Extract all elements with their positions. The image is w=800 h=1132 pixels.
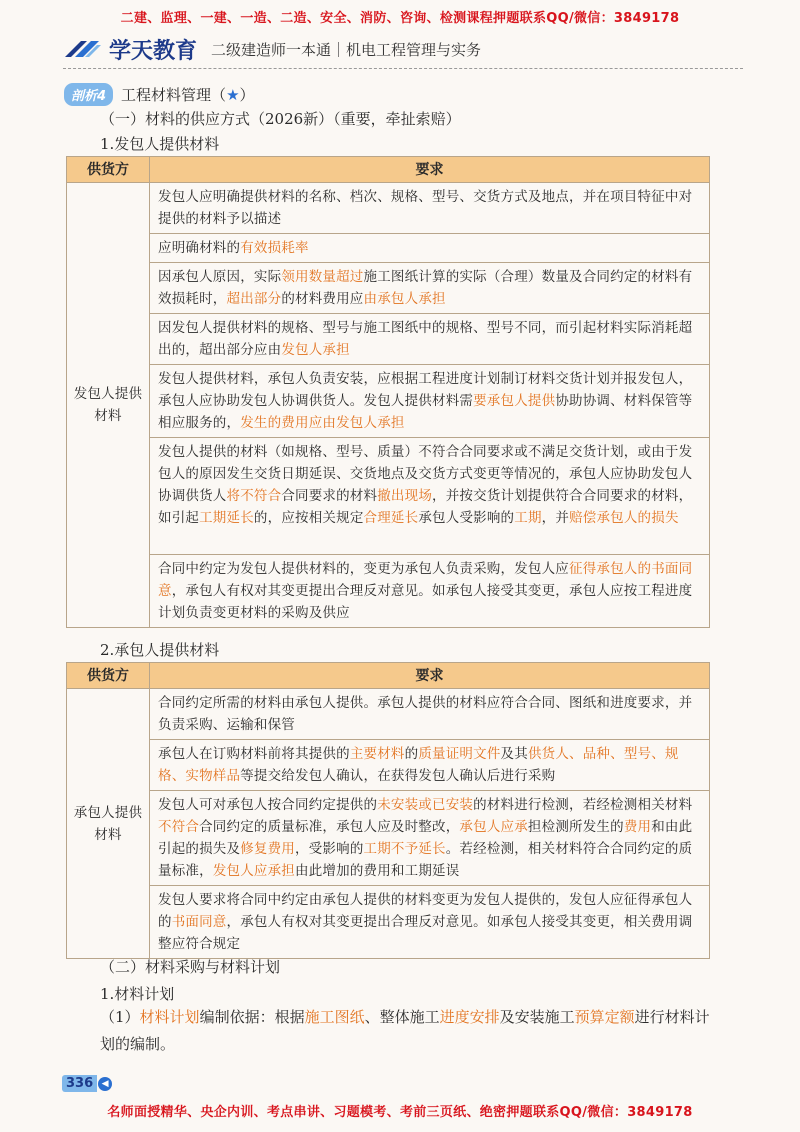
highlight: 有效损耗率 — [240, 240, 309, 256]
highlight: 工期延长 — [199, 510, 254, 526]
highlight: 领用数量超过 — [281, 269, 364, 285]
requirement-cell — [150, 740, 710, 791]
table-owner-supplied — [66, 156, 710, 628]
highlight: 修复费用 — [240, 841, 296, 857]
subsection-title-2: （二）材料采购与材料计划 — [100, 958, 281, 976]
text: 等提交给发包人确认，在获得发包人确认后进行采购 — [240, 768, 556, 784]
requirement-cell — [150, 263, 710, 314]
text: 协助协调、材料保管等相应服务的， — [158, 393, 693, 431]
table-contractor-supplied — [66, 662, 710, 959]
text: 承包人在订购材料前将其提供的 — [158, 746, 350, 762]
requirement-cell — [150, 438, 710, 555]
col-header-supplier: 供货方 — [67, 157, 150, 183]
text: 合同约定的质量标准，承包人应及时整改， — [199, 819, 460, 835]
section-title: 工程材料管理（ — [121, 86, 227, 104]
text: （1） — [100, 1008, 140, 1026]
text: 及安装施工 — [499, 1008, 575, 1026]
highlight: 供货人、品种、型号、规格、实物样品 — [158, 746, 679, 784]
body-paragraph — [100, 1004, 720, 1058]
table-row — [67, 791, 710, 886]
table-row — [67, 886, 710, 959]
highlight: 书面同意 — [171, 914, 227, 930]
highlight: 预算定额 — [574, 1008, 635, 1026]
text: 合同要求的材料 — [281, 488, 378, 504]
table-row — [67, 689, 710, 740]
highlight: 将不符合 — [226, 488, 282, 504]
requirement-cell — [150, 183, 710, 234]
logo-text: 学天教育 — [109, 38, 198, 64]
table-header-row — [67, 157, 710, 183]
text: 的材料费用应 — [281, 291, 364, 307]
text: 编制依据：根据 — [199, 1008, 305, 1026]
section-badge: 剖析4 — [64, 83, 113, 106]
text: 发包人提供的材料（如规格、型号、质量）不符合合同要求或不满足交货计划，或由于发包人的原因发生交货日期延误、交货地点及交货方式变更等情况的，承包人应协助发包人协调供货人 — [158, 444, 693, 504]
requirement-cell — [150, 314, 710, 365]
highlight: 发包人承担 — [281, 342, 350, 358]
requirement-cell — [150, 886, 710, 959]
logo-icon — [63, 37, 103, 61]
highlight: 合理延长 — [363, 510, 419, 526]
text: ，并按交货计划提供符合合同要求的材料，如引起 — [158, 488, 693, 526]
requirement-cell — [150, 555, 710, 628]
highlight: 质量证明文件 — [418, 746, 501, 762]
subsection-title-1: （一）材料的供应方式（2026新）（重要，牵扯索赔） — [100, 110, 461, 128]
highlight: 征得承包人的书面同意 — [158, 561, 693, 599]
text: 的 — [404, 746, 419, 762]
text: 合同中约定为发包人提供材料的，变更为承包人负责采购，发包人应 — [158, 561, 569, 577]
highlight: 主要材料 — [349, 746, 405, 762]
highlight: 发生的费用应由发包人承担 — [240, 415, 405, 431]
table-row — [67, 183, 710, 234]
book-title: 二级建造师一本通｜机电工程管理与实务 — [211, 40, 482, 59]
table-row — [67, 365, 710, 438]
highlight: 工期 — [514, 510, 542, 526]
requirement-cell — [150, 234, 710, 263]
text: ，受影响的 — [295, 841, 364, 857]
text: 发包人应明确提供材料的名称、档次、规格、型号、交货方式及地点，并在项目特征中对提供的材料予以描述 — [158, 189, 693, 227]
col-header-requirement: 要求 — [150, 157, 710, 183]
highlight: 发包人应承担 — [212, 863, 296, 879]
page-number-value: 336 — [62, 1075, 97, 1092]
star-icon: ★ — [226, 85, 240, 104]
page-number — [62, 1075, 112, 1092]
highlight: 由承包人承担 — [363, 291, 446, 307]
table-header-row — [67, 663, 710, 689]
text: 合同约定所需的材料由承包人提供。承包人提供的材料应符合合同、图纸和进度要求，并负责采购、运输和保管 — [158, 695, 693, 733]
table-row — [67, 555, 710, 628]
highlight: 施工图纸 — [304, 1008, 365, 1026]
table-row — [67, 263, 710, 314]
section-title-close: ） — [239, 86, 255, 104]
text: 因承包人原因，实际 — [158, 269, 282, 285]
text: ，承包人有权对其变更提出合理反对意见。如承包人接受其变更，相关费用调整应符合规定 — [158, 914, 693, 952]
category-cell: 承包人提供材料 — [67, 689, 150, 959]
text: 发包人要求将合同中约定由承包人提供的材料变更为发包人提供的，发包人应征得承包人的 — [158, 892, 693, 930]
table-row — [67, 438, 710, 555]
text: 。若经检测，相关材料符合合同约定的质量标准， — [158, 841, 693, 879]
text: ，承包人有权对其变更提出合理反对意见。如承包人接受其变更，承包人应按工程进度计划负责变更材料的采购及供应 — [158, 583, 693, 621]
item-title-2: 2.承包人提供材料 — [100, 641, 220, 659]
item-title-1: 1.发包人提供材料 — [100, 135, 220, 153]
requirement-cell — [150, 791, 710, 886]
page-header — [63, 34, 743, 64]
text: 施工图纸计算的实际（合理）数量及合同约定的材料有效损耗时， — [158, 269, 693, 307]
text: 承包人受影响的 — [418, 510, 515, 526]
highlight: 要承包人提供 — [473, 393, 556, 409]
highlight: 承包人应承 — [459, 819, 528, 835]
table-row — [67, 740, 710, 791]
text: 发包人提供材料，承包人负责安装，应根据工程进度计划制订材料交货计划并报发包人，承包人应协助发包人协调供货人。发包人提供材料需 — [158, 371, 693, 409]
section-heading — [64, 83, 255, 106]
text: 由此增加的费用和工期延误 — [295, 863, 460, 879]
highlight: 工期不予延长 — [363, 841, 446, 857]
text: 及其 — [500, 746, 528, 762]
highlight: 未安装或已安装 — [377, 797, 474, 813]
requirement-cell — [150, 689, 710, 740]
text: 进行材料计划的编制。 — [100, 1008, 710, 1053]
col-header-supplier: 供货方 — [67, 663, 150, 689]
category-cell: 发包人提供材料 — [67, 183, 150, 628]
arrow-left-icon: ◀ — [98, 1077, 112, 1091]
top-banner: 二建、监理、一建、一造、二造、安全、消防、咨询、检测课程押题联系QQ/微信：3849178 — [120, 11, 680, 26]
text: 和由此引起的损失及 — [158, 819, 693, 857]
text: 发包人可对承包人按合同约定提供的 — [158, 797, 378, 813]
highlight: 进度安排 — [439, 1008, 500, 1026]
table-row — [67, 234, 710, 263]
bottom-banner: 名师面授精华、央企内训、考点串讲、习题模考、考前三页纸、绝密押题联系QQ/微信：3849178 — [107, 1105, 693, 1120]
text: 因发包人提供材料的规格、型号与施工图纸中的规格、型号不同，而引起材料实际消耗超出的，超出部分应由 — [158, 320, 693, 358]
text: 担检测所发生的 — [527, 819, 624, 835]
table-row — [67, 314, 710, 365]
text: 应明确材料的 — [158, 240, 241, 256]
highlight: 不符合 — [158, 819, 200, 835]
text: 的材料进行检测，若经检测相关材料 — [473, 797, 693, 813]
col-header-requirement: 要求 — [150, 663, 710, 689]
header-divider — [63, 68, 743, 69]
highlight: 超出部分 — [226, 291, 282, 307]
highlight: 赔偿承包人的损失 — [569, 510, 679, 526]
highlight: 撤出现场 — [377, 488, 433, 504]
highlight: 材料计划 — [139, 1008, 200, 1026]
text: 的，应按相关规定 — [253, 510, 364, 526]
highlight: 费用 — [623, 819, 652, 835]
text: 、整体施工 — [364, 1008, 440, 1026]
item-title-3: 1.材料计划 — [100, 985, 175, 1003]
requirement-cell — [150, 365, 710, 438]
text: ，并 — [541, 510, 570, 526]
